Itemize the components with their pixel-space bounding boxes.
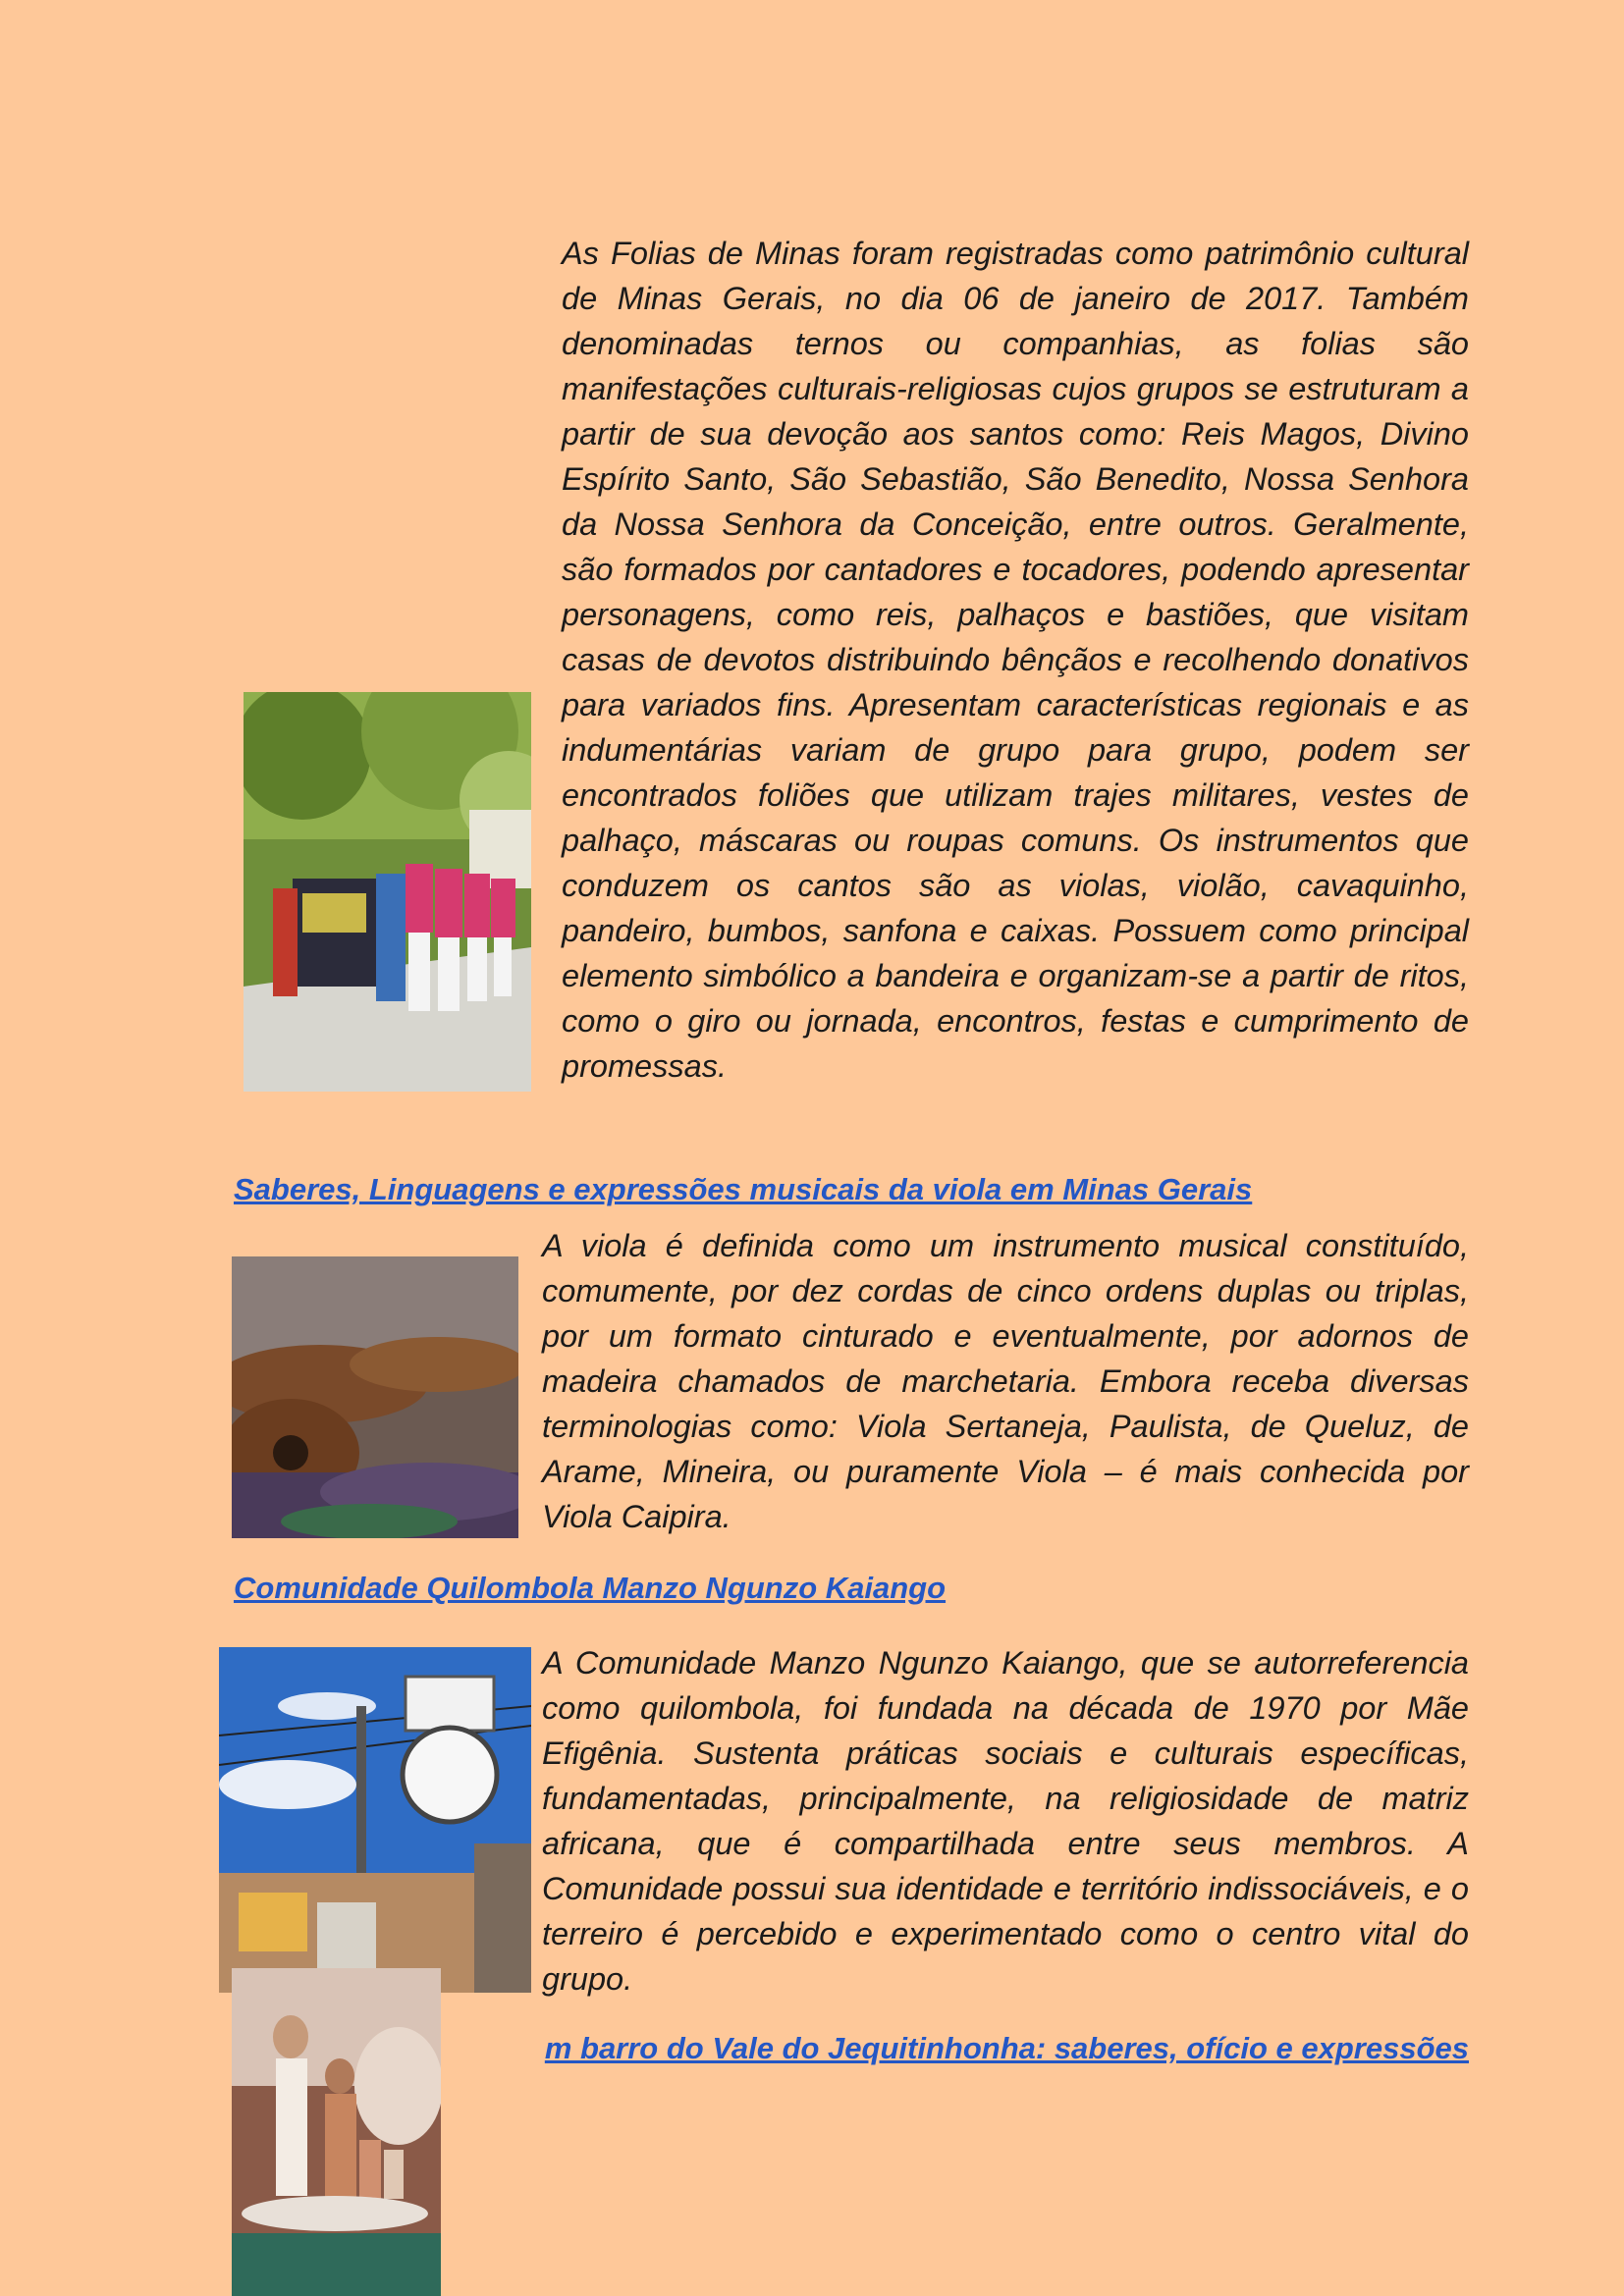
- manzo-street-sign-photo: [219, 1647, 531, 1993]
- viola-instruments-photo: [232, 1256, 518, 1538]
- barro-heading-link[interactable]: m barro do Vale do Jequitinhonha: saberes, ofício e expressões: [544, 2031, 1469, 2065]
- clay-figures-photo: [232, 1968, 441, 2296]
- viola-heading-link[interactable]: Saberes, Linguagens e expressões musicais da viola em Minas Gerais: [234, 1172, 1253, 1206]
- folias-paragraph: As Folias de Minas foram registradas como patrimônio cultural de Minas Gerais, no dia 06 de janeiro de 2017. Também denominadas ternos ou companhias, as folias são manifestações culturais-religiosas cujos grupos se estruturam a partir de sua devoção aos santos como: Reis Magos, Divino Espírito Santo, São Sebastião, São Benedito, Nossa Senhora da Nossa Senhora da Conceição, entre outros. Geralmente, são formados por cantadores e tocadores, podendo apresentar personagens, como reis, palhaços e bastiões, que visitam casas de devotos distribuindo bênçãos e recolhendo donativos para variados fins. Apresentam características regionais e as indumentárias variam de grupo para grupo, podem ser encontrados foliões que utilizam trajes militares, vestes de palhaço, máscaras ou roupas comuns. Os instrumentos que conduzem os cantos são as violas, violão, cavaquinho, pandeiro, bumbos, sanfona e caixas. Possuem como principal elemento simbólico a bandeira e organizam-se a partir de ritos, como o giro ou jornada, encontros, festas e cumprimento de promessas.: [562, 236, 1469, 1084]
- manzo-paragraph: A Comunidade Manzo Ngunzo Kaiango, que se autorreferencia como quilombola, foi fundada na década de 1970 por Mãe Efigênia. Sustenta práticas sociais e culturais específicas, fundamentadas, principalmente, na religiosidade de matriz africana, que é compartilhada entre seus membros. A Comunidade possui sua identidade e território indissociáveis, e o terreiro é percebido e experimentado como o centro vital do grupo.: [542, 1645, 1469, 1997]
- folia-procession-photo: [244, 692, 531, 1092]
- manzo-heading-link[interactable]: Comunidade Quilombola Manzo Ngunzo Kaiango: [234, 1571, 947, 1605]
- viola-paragraph: A viola é definida como um instrumento musical constituído, comumente, por dez cordas de cinco ordens duplas ou triplas, por um formato cinturado e eventualmente, por adornos de madeira chamados de marchetaria. Embora receba diversas terminologias como: Viola Sertaneja, Paulista, de Queluz, de Arame, Mineira, ou puramente Viola – é mais conhecida por Viola Caipira.: [542, 1228, 1469, 1534]
